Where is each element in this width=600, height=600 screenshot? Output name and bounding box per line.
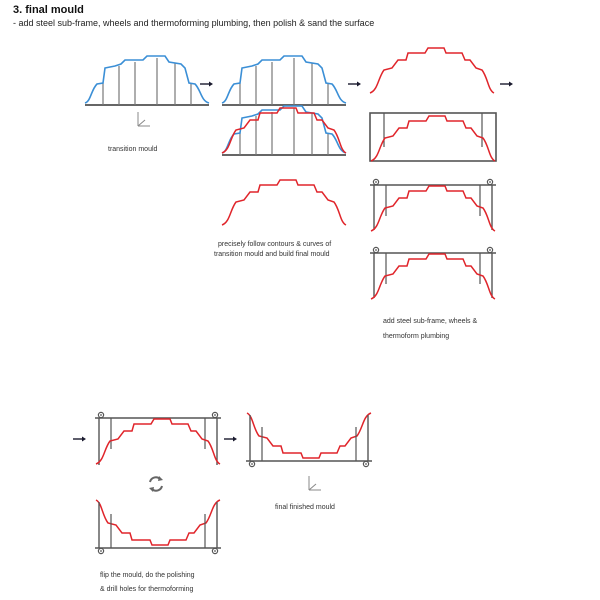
subframe-mould-1 bbox=[370, 113, 496, 161]
wheel-icon bbox=[487, 247, 492, 252]
caption-follow-2: transition mould and build final mould bbox=[214, 251, 330, 258]
flip-mould-bottom bbox=[95, 500, 221, 554]
arrow-icon bbox=[348, 82, 361, 87]
final-finished-mould bbox=[246, 413, 372, 467]
caption-follow-1: precisely follow contours & curves of bbox=[218, 241, 332, 248]
flip-mould-top bbox=[95, 412, 221, 465]
wheel-icon bbox=[212, 548, 217, 553]
transition-mould-1 bbox=[85, 56, 209, 105]
wheel-icon bbox=[98, 412, 103, 417]
caption-subframe-2: thermoform plumbing bbox=[383, 333, 450, 340]
wheel-icon bbox=[373, 247, 378, 252]
page-heading: 3. final mould bbox=[13, 4, 84, 16]
caption-finished: final finished mould bbox=[275, 504, 335, 511]
final-mould-profile-2 bbox=[222, 180, 346, 225]
transition-mould-2 bbox=[222, 56, 346, 105]
rotate-icon bbox=[149, 476, 163, 492]
wheel-icon bbox=[249, 461, 254, 466]
subframe-mould-3 bbox=[370, 247, 496, 299]
wheel-icon bbox=[212, 412, 217, 417]
arrow-icon bbox=[500, 82, 513, 87]
arrow-icon bbox=[224, 437, 237, 442]
wheel-icon bbox=[487, 179, 492, 184]
page-subheading: - add steel sub-frame, wheels and thermoforming plumbing, then polish & sand the surface bbox=[13, 18, 375, 28]
axis-icon bbox=[138, 112, 150, 126]
transition-mould-3 bbox=[222, 106, 346, 155]
arrow-icon bbox=[200, 82, 213, 87]
arrow-icon bbox=[73, 437, 86, 442]
final-mould-profile-1 bbox=[370, 48, 494, 93]
axis-icon bbox=[309, 476, 321, 490]
caption-flip-2: & drill holes for thermoforming bbox=[100, 586, 194, 593]
wheel-icon bbox=[363, 461, 368, 466]
caption-flip-1: flip the mould, do the polishing bbox=[100, 572, 195, 579]
caption-transition: transition mould bbox=[108, 146, 158, 153]
subframe-mould-2 bbox=[370, 179, 496, 231]
wheel-icon bbox=[98, 548, 103, 553]
caption-subframe-1: add steel sub-frame, wheels & bbox=[383, 318, 478, 325]
wheel-icon bbox=[373, 179, 378, 184]
